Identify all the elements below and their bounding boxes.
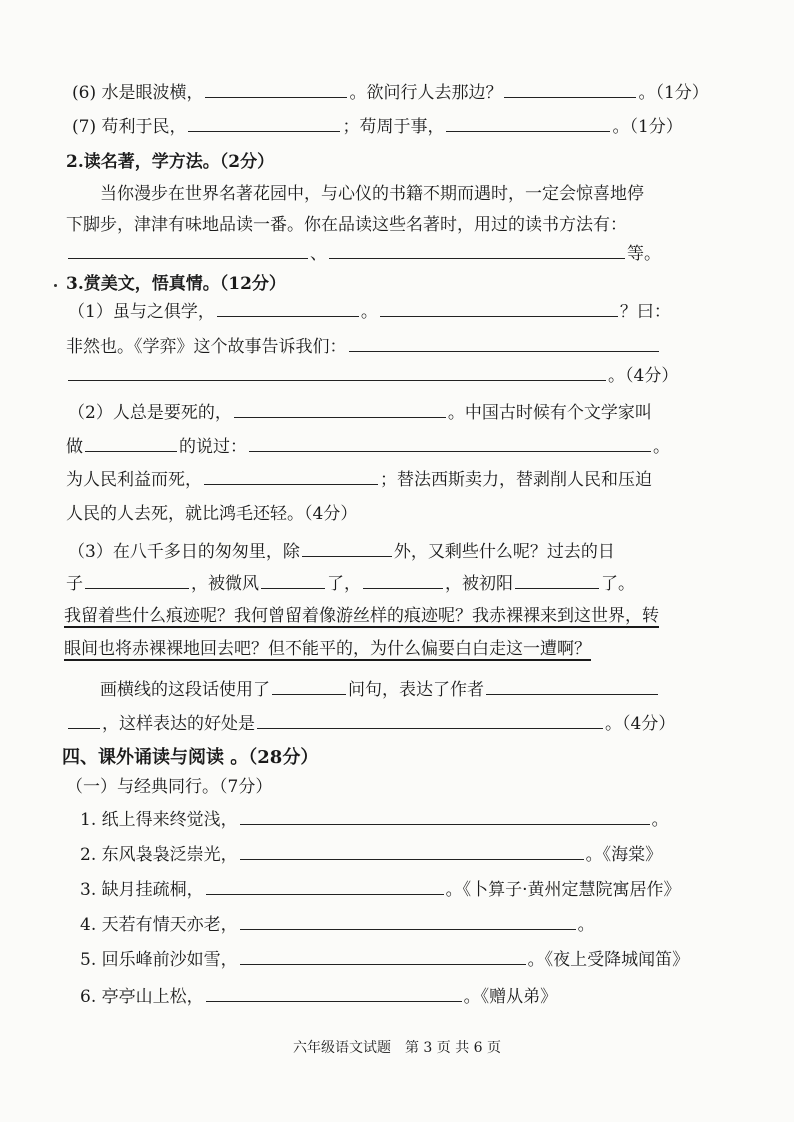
- recitation-item-4: [80, 911, 595, 937]
- item-suffix: 。《赠从弟》: [463, 987, 558, 1007]
- question-3-1-line-1: [68, 298, 671, 324]
- item-prefix: 2. 东风袅袅泛崇光，: [80, 845, 238, 865]
- question-3-3-line-2: [66, 570, 635, 596]
- q3-1-text-b: 。: [360, 302, 378, 322]
- answer-blank[interactable]: [206, 983, 462, 1002]
- question-3-3-line-1: [68, 538, 615, 564]
- q3-1-text-c: ？曰：: [619, 302, 671, 322]
- answer-blank[interactable]: [272, 676, 346, 695]
- answer-blank[interactable]: [217, 298, 359, 317]
- q3-1-text-d: 非然也。《学弈》这个故事告诉我们：: [66, 337, 347, 357]
- underlined-passage-line-1: 我留着些什么痕迹呢？我何曾留着像游丝样的痕迹呢？我赤裸裸来到这世界，转: [64, 606, 659, 626]
- answer-blank[interactable]: [329, 240, 625, 259]
- answer-blank[interactable]: [234, 399, 446, 418]
- item-prefix: 3. 缺月挂疏桐，: [80, 880, 204, 900]
- answer-blank[interactable]: [249, 433, 651, 452]
- question-3-1-line-3: [66, 362, 678, 388]
- answer-blank[interactable]: [68, 362, 606, 381]
- page-footer: 六年级语文试题 第 3 页 共 6 页: [292, 1040, 502, 1056]
- q3-1-text-a: （1）虽与之俱学，: [68, 302, 215, 322]
- recitation-item-2: [80, 841, 662, 867]
- q3-3-text-d: ，被微风: [191, 574, 259, 594]
- q3-2-text-c: 做: [66, 437, 83, 457]
- question-3-1-line-2: [66, 333, 661, 359]
- q2-end: 等。: [627, 244, 661, 264]
- item-suffix: 。: [651, 810, 669, 830]
- question-3-2-line-3: [66, 466, 652, 492]
- question-3-2-line-4: 人民的人去死，就比鸿毛还轻。（4分）: [66, 504, 358, 524]
- answer-blank[interactable]: [240, 946, 526, 965]
- q3-2-text-e: 。: [653, 437, 670, 457]
- answer-blank[interactable]: [240, 806, 650, 825]
- recitation-item-1: [80, 806, 669, 832]
- answer-blank[interactable]: [205, 79, 347, 98]
- underlined-passage-line-2: 眼间也将赤裸裸地回去吧？但不能平的，为什么偏要白白走这一遭啊？: [64, 639, 591, 659]
- answer-blank[interactable]: [257, 710, 603, 729]
- question-3-title: 3.赏美文，悟真情。（12分）: [66, 274, 286, 294]
- q7-text-c: 。（1分）: [612, 117, 683, 137]
- answer-blank[interactable]: [486, 676, 658, 695]
- answer-blank[interactable]: [240, 841, 584, 860]
- q3-2-text-d: 的说过：: [179, 437, 247, 457]
- question-3-3-line-5: [100, 676, 660, 702]
- q3-2-text-f: 为人民利益而死，: [66, 470, 202, 490]
- scan-speck: [54, 284, 57, 287]
- q3-2-text-b: 。中国古时候有个文学家叫: [447, 403, 652, 423]
- q3-3-text-c: 子: [66, 574, 83, 594]
- q6-text-a: (6) 水是眼波横，: [72, 83, 204, 103]
- q3-2-text-a: （2）人总是要死的，: [68, 403, 232, 423]
- item-prefix: 6. 亭亭山上松，: [80, 987, 204, 1007]
- q3-3-text-h: 画横线的这段话使用了: [100, 680, 270, 700]
- q3-3-text-g: 了。: [601, 574, 635, 594]
- question-3-3-line-6: [66, 710, 675, 736]
- q3-2-text-g: ；替法西斯卖力，替剥削人民和压迫: [380, 470, 652, 490]
- question-3-2-line-1: [68, 399, 652, 425]
- answer-blank[interactable]: [206, 876, 444, 895]
- q3-3-text-a: （3）在八千多日的匆匆里，除: [68, 542, 300, 562]
- answer-blank[interactable]: [380, 298, 618, 317]
- item-suffix: 。《卜算子·黄州定慧院寓居作》: [445, 880, 681, 900]
- item-suffix: 。《海棠》: [585, 845, 663, 865]
- question-3-2-line-2: [66, 433, 670, 459]
- recitation-item-5: [80, 946, 689, 972]
- q3-3-text-e: 了，: [327, 574, 361, 594]
- answer-blank[interactable]: [261, 570, 325, 589]
- answer-blank[interactable]: [204, 466, 378, 485]
- q2-separator: 、: [310, 244, 327, 264]
- answer-blank[interactable]: [68, 710, 100, 729]
- question-2-line-2: 下脚步，津津有味地品读一番。你在品读这些名著时，用过的读书方法有：: [66, 215, 627, 235]
- question-6: [72, 79, 709, 105]
- q7-text-b: ；苟周于事，: [342, 117, 445, 137]
- answer-blank[interactable]: [504, 79, 636, 98]
- question-2-line-1: 当你漫步在世界名著花园中，与心仪的书籍不期而遇时，一定会惊喜地停: [100, 184, 644, 204]
- section-4-title: 四、课外诵读与阅读 。（28分）: [62, 747, 319, 768]
- q6-text-c: 。（1分）: [638, 83, 709, 103]
- answer-blank[interactable]: [188, 113, 340, 132]
- q3-3-text-j: ，这样表达的好处是: [102, 714, 255, 734]
- question-2-answer-line: [66, 240, 661, 266]
- answer-blank[interactable]: [349, 333, 659, 352]
- answer-blank[interactable]: [302, 538, 392, 557]
- q3-3-text-f: ，被初阳: [445, 574, 513, 594]
- q3-1-text-e: 。（4分）: [608, 366, 679, 386]
- item-prefix: 1. 纸上得来终觉浅，: [80, 810, 238, 830]
- section-4-subtitle: （一）与经典同行。（7分）: [66, 777, 273, 797]
- recitation-item-3: [80, 876, 681, 902]
- q6-text-b: 。欲问行人去那边？: [349, 83, 503, 103]
- q3-3-text-k: 。（4分）: [605, 714, 676, 734]
- answer-blank[interactable]: [515, 570, 599, 589]
- q7-text-a: (7) 苟利于民，: [72, 117, 187, 137]
- q3-3-text-i: 问句，表达了作者: [348, 680, 484, 700]
- answer-blank[interactable]: [85, 570, 189, 589]
- item-suffix: 。: [577, 915, 595, 935]
- item-prefix: 5. 回乐峰前沙如雪，: [80, 950, 238, 970]
- answer-blank[interactable]: [446, 113, 610, 132]
- answer-blank[interactable]: [85, 433, 177, 452]
- q3-3-text-b: 外，又剩些什么呢？过去的日: [393, 542, 615, 562]
- item-suffix: 。《夜上受降城闻笛》: [527, 950, 690, 970]
- question-7: [72, 113, 683, 139]
- answer-blank[interactable]: [240, 911, 576, 930]
- question-2-title: 2.读名著，学方法。（2分）: [66, 152, 275, 172]
- answer-blank[interactable]: [363, 570, 443, 589]
- answer-blank[interactable]: [68, 240, 308, 259]
- recitation-item-6: [80, 983, 557, 1009]
- item-prefix: 4. 天若有情天亦老，: [80, 915, 238, 935]
